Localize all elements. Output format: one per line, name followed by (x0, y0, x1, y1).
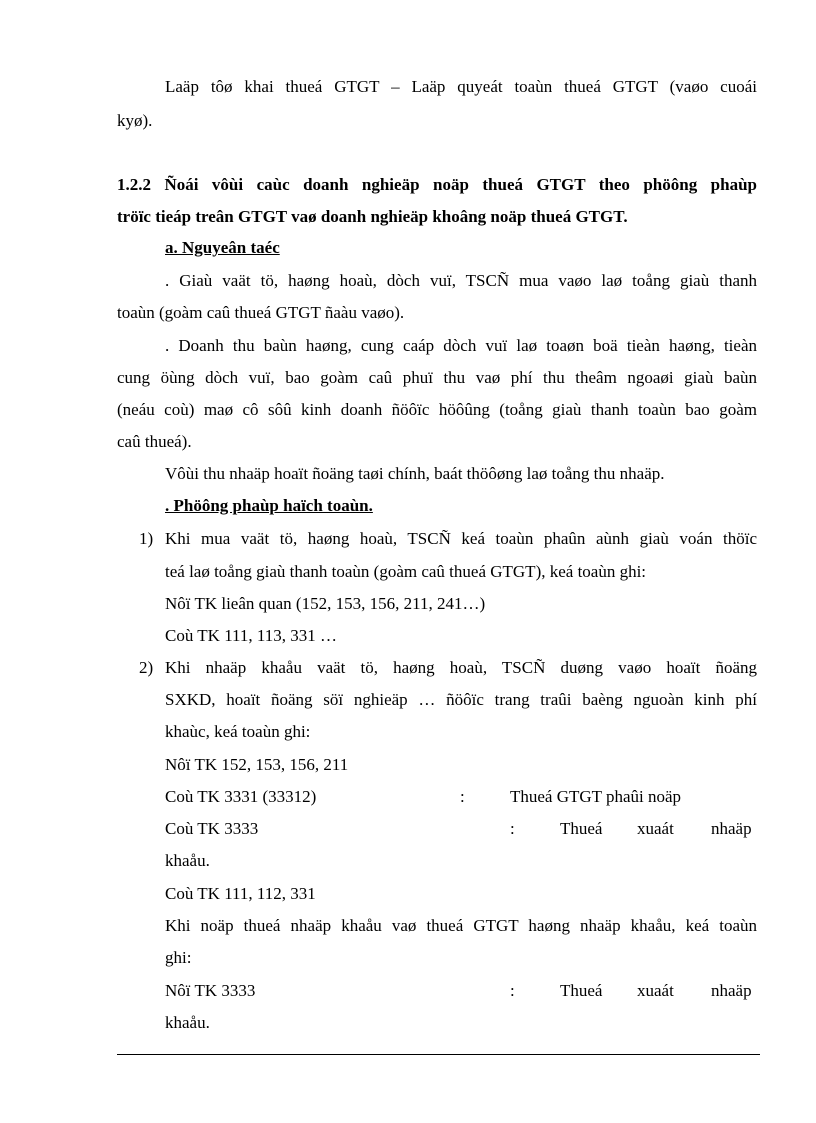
paragraph-line: caû thueá). (117, 432, 192, 451)
subheading-principle: a. Nguyeân taéc (165, 238, 280, 257)
intro-paragraph-line: kyø). (117, 111, 153, 130)
paragraph-line: Vôùi thu nhaäp hoaït ñoäng taøi chính, baát thöôøng laø toång thu nhaäp. (165, 464, 665, 483)
paragraph-line: . Doanh thu baùn haøng, cung caáp dòch vuï laø toaøn boä tieàn haøng, tieàn (165, 336, 757, 355)
paragraph-line: . Giaù vaät tö, haøng hoaù, dòch vuï, TSCÑ mua vaøo laø toång giaù thanh (165, 271, 757, 290)
entry-debit-account: Nôï TK 3333 (165, 981, 256, 1000)
entry-credit: Coù TK 111, 112, 331 (165, 884, 316, 903)
paragraph-line: ghi: (165, 948, 192, 967)
entry-debit-description: Thueá (560, 981, 603, 1000)
entry-colon: : (460, 787, 465, 806)
entry-debit: Nôï TK 152, 153, 156, 211 (165, 755, 349, 774)
list-item-line: Khi mua vaät tö, haøng hoaù, TSCÑ keá toaùn phaûn aùnh giaù voán thöïc (165, 529, 757, 548)
entry-debit-description: khaåu. (165, 1013, 210, 1032)
entry-credit: Coù TK 111, 113, 331 … (165, 626, 338, 645)
list-item-line: khaùc, keá toaùn ghi: (165, 722, 311, 741)
list-item-line: SXKD, hoaït ñoäng söï nghieäp … ñöôïc trang traûi baèng nguoàn kinh phí (165, 690, 757, 709)
list-number: 1) (139, 529, 154, 548)
entry-credit-description: nhaäp (711, 819, 752, 838)
subheading-method: . Phöông phaùp haïch toaùn. (165, 496, 373, 515)
section-heading: 1.2.2 Ñoái vôùi caùc doanh nghieäp noäp thueá GTGT theo phöông phaùp (117, 175, 757, 194)
list-number: 2) (139, 658, 154, 677)
entry-credit-description: khaåu. (165, 851, 210, 870)
paragraph-line: (neáu coù) maø cô sôû kinh doanh ñöôïc höôûng (toång giaù thanh toaùn bao goàm (117, 400, 757, 419)
footer-divider (117, 1054, 760, 1055)
list-item-line: Khi nhaäp khaåu vaät tö, haøng hoaù, TSCÑ duøng vaøo hoaït ñoäng (165, 658, 757, 677)
entry-colon: : (510, 981, 515, 1000)
section-heading-continued: tröïc tieáp treân GTGT vaø doanh nghieäp khoâng noäp thueá GTGT. (117, 207, 628, 226)
paragraph-line: toaùn (goàm caû thueá GTGT ñaàu vaøo). (117, 303, 405, 322)
entry-debit-description: nhaäp (711, 981, 752, 1000)
entry-credit-account: Coù TK 3333 (165, 819, 259, 838)
entry-credit-description: xuaát (637, 819, 674, 838)
paragraph-line: Khi noäp thueá nhaäp khaåu vaø thueá GTGT haøng nhaäp khaåu, keá toaùn (165, 916, 757, 935)
entry-credit-account: Coù TK 3331 (33312) (165, 787, 317, 806)
entry-credit-description: Thueá GTGT phaûi noäp (510, 787, 682, 806)
intro-paragraph-line: Laäp tôø khai thueá GTGT – Laäp quyeát toaùn thueá GTGT (vaøo cuoái (165, 77, 757, 96)
paragraph-line: cung öùng dòch vuï, bao goàm caû phuï thu vaø phí thu theâm ngoaøi giaù baùn (117, 368, 757, 387)
entry-colon: : (510, 819, 515, 838)
entry-debit-description: xuaát (637, 981, 674, 1000)
entry-debit: Nôï TK lieân quan (152, 153, 156, 211, 241…) (165, 594, 486, 613)
list-item-line: teá laø toång giaù thanh toaùn (goàm caû thueá GTGT), keá toaùn ghi: (165, 562, 647, 581)
entry-credit-description: Thueá (560, 819, 603, 838)
